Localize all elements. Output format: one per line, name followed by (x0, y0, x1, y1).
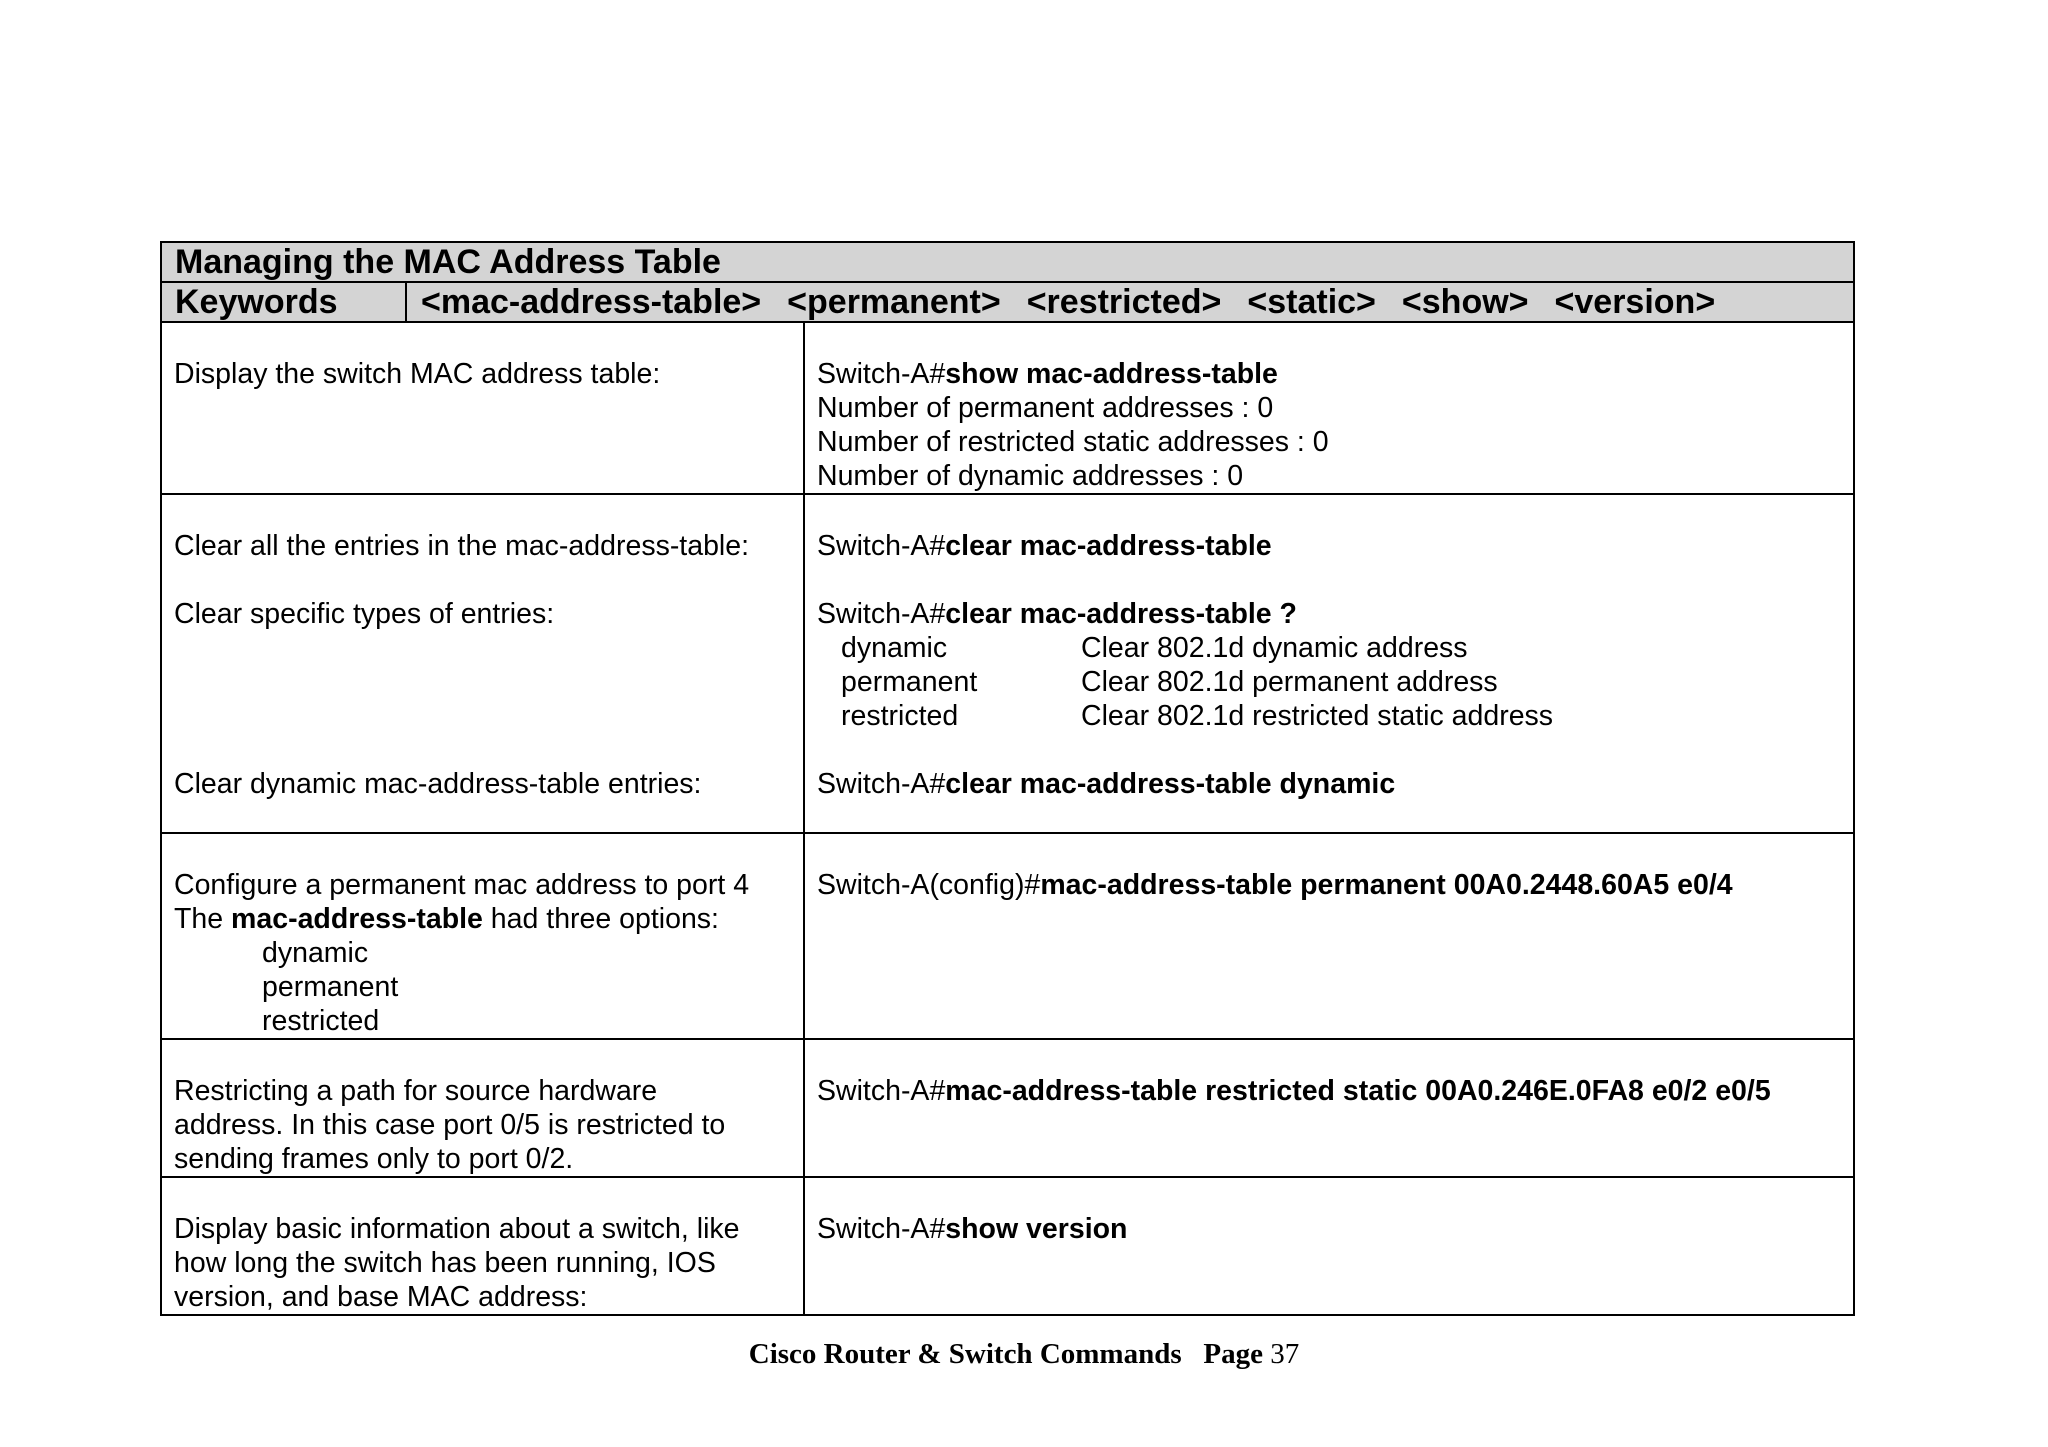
table-row (161, 1177, 1854, 1315)
keyword: <show> (1401, 283, 1529, 321)
table-row (161, 833, 1854, 1039)
table-title: Managing the MAC Address Table (161, 242, 1854, 282)
description-cell: Display basic information about a switch, like how long the switch has been running, IOS version, and base MAC address: (161, 1177, 804, 1315)
keywords-row (161, 282, 1854, 322)
page-footer (0, 1337, 2048, 1371)
footer-page-number: 37 (1270, 1338, 1300, 1370)
keywords-list (407, 283, 1741, 321)
command-cell: Switch-A(config)#mac-address-table permanent 00A0.2448.60A5 e0/4 (804, 833, 1854, 1039)
footer-title: Cisco Router & Switch Commands (748, 1338, 1182, 1370)
command-table (160, 241, 1855, 1316)
keywords-label: Keywords (162, 283, 407, 321)
option-line: permanent Clear 802.1d permanent address (841, 666, 1498, 698)
table-row (161, 1039, 1854, 1177)
description-cell: Restricting a path for source hardware address. In this case port 0/5 is restricted to sending frames only to port 0/2. (161, 1039, 804, 1177)
description-cell: Configure a permanent mac address to port 4 The mac-address-table had three options: dynamic permanent restricted (161, 833, 804, 1039)
description-cell: Clear all the entries in the mac-address-table: Clear specific types of entries: Clear dynamic mac-address-table entries: (161, 494, 804, 833)
command-cell: Switch-A#show version (804, 1177, 1854, 1315)
command-cell: Switch-A#show mac-address-table Number of permanent addresses : 0 Number of restricted static addresses : 0 Number of dynamic addresses : 0 (804, 322, 1854, 494)
keyword: <restricted> (1026, 283, 1222, 321)
option-line: dynamic Clear 802.1d dynamic address (841, 632, 1468, 664)
table-row (161, 322, 1854, 494)
option-line: restricted Clear 802.1d restricted static address (841, 700, 1554, 732)
command-cell: Switch-A#mac-address-table restricted static 00A0.246E.0FA8 e0/2 e0/5 (804, 1039, 1854, 1177)
command-cell: Switch-A#clear mac-address-table Switch-A#clear mac-address-table ? dynamic Clear 802.1d dynamic address permanent Clear 802.1d permanent address restricted Clear 802.1d restricted static address Switch-A#clear mac-address-table dynamic (804, 494, 1854, 833)
keyword: <mac-address-table> (421, 283, 762, 321)
table-row (161, 494, 1854, 833)
keyword: <permanent> (787, 283, 1001, 321)
footer-page-label: Page (1203, 1338, 1263, 1370)
description-cell: Display the switch MAC address table: (161, 322, 804, 494)
keyword: <static> (1247, 283, 1376, 321)
keyword: <version> (1554, 283, 1716, 321)
